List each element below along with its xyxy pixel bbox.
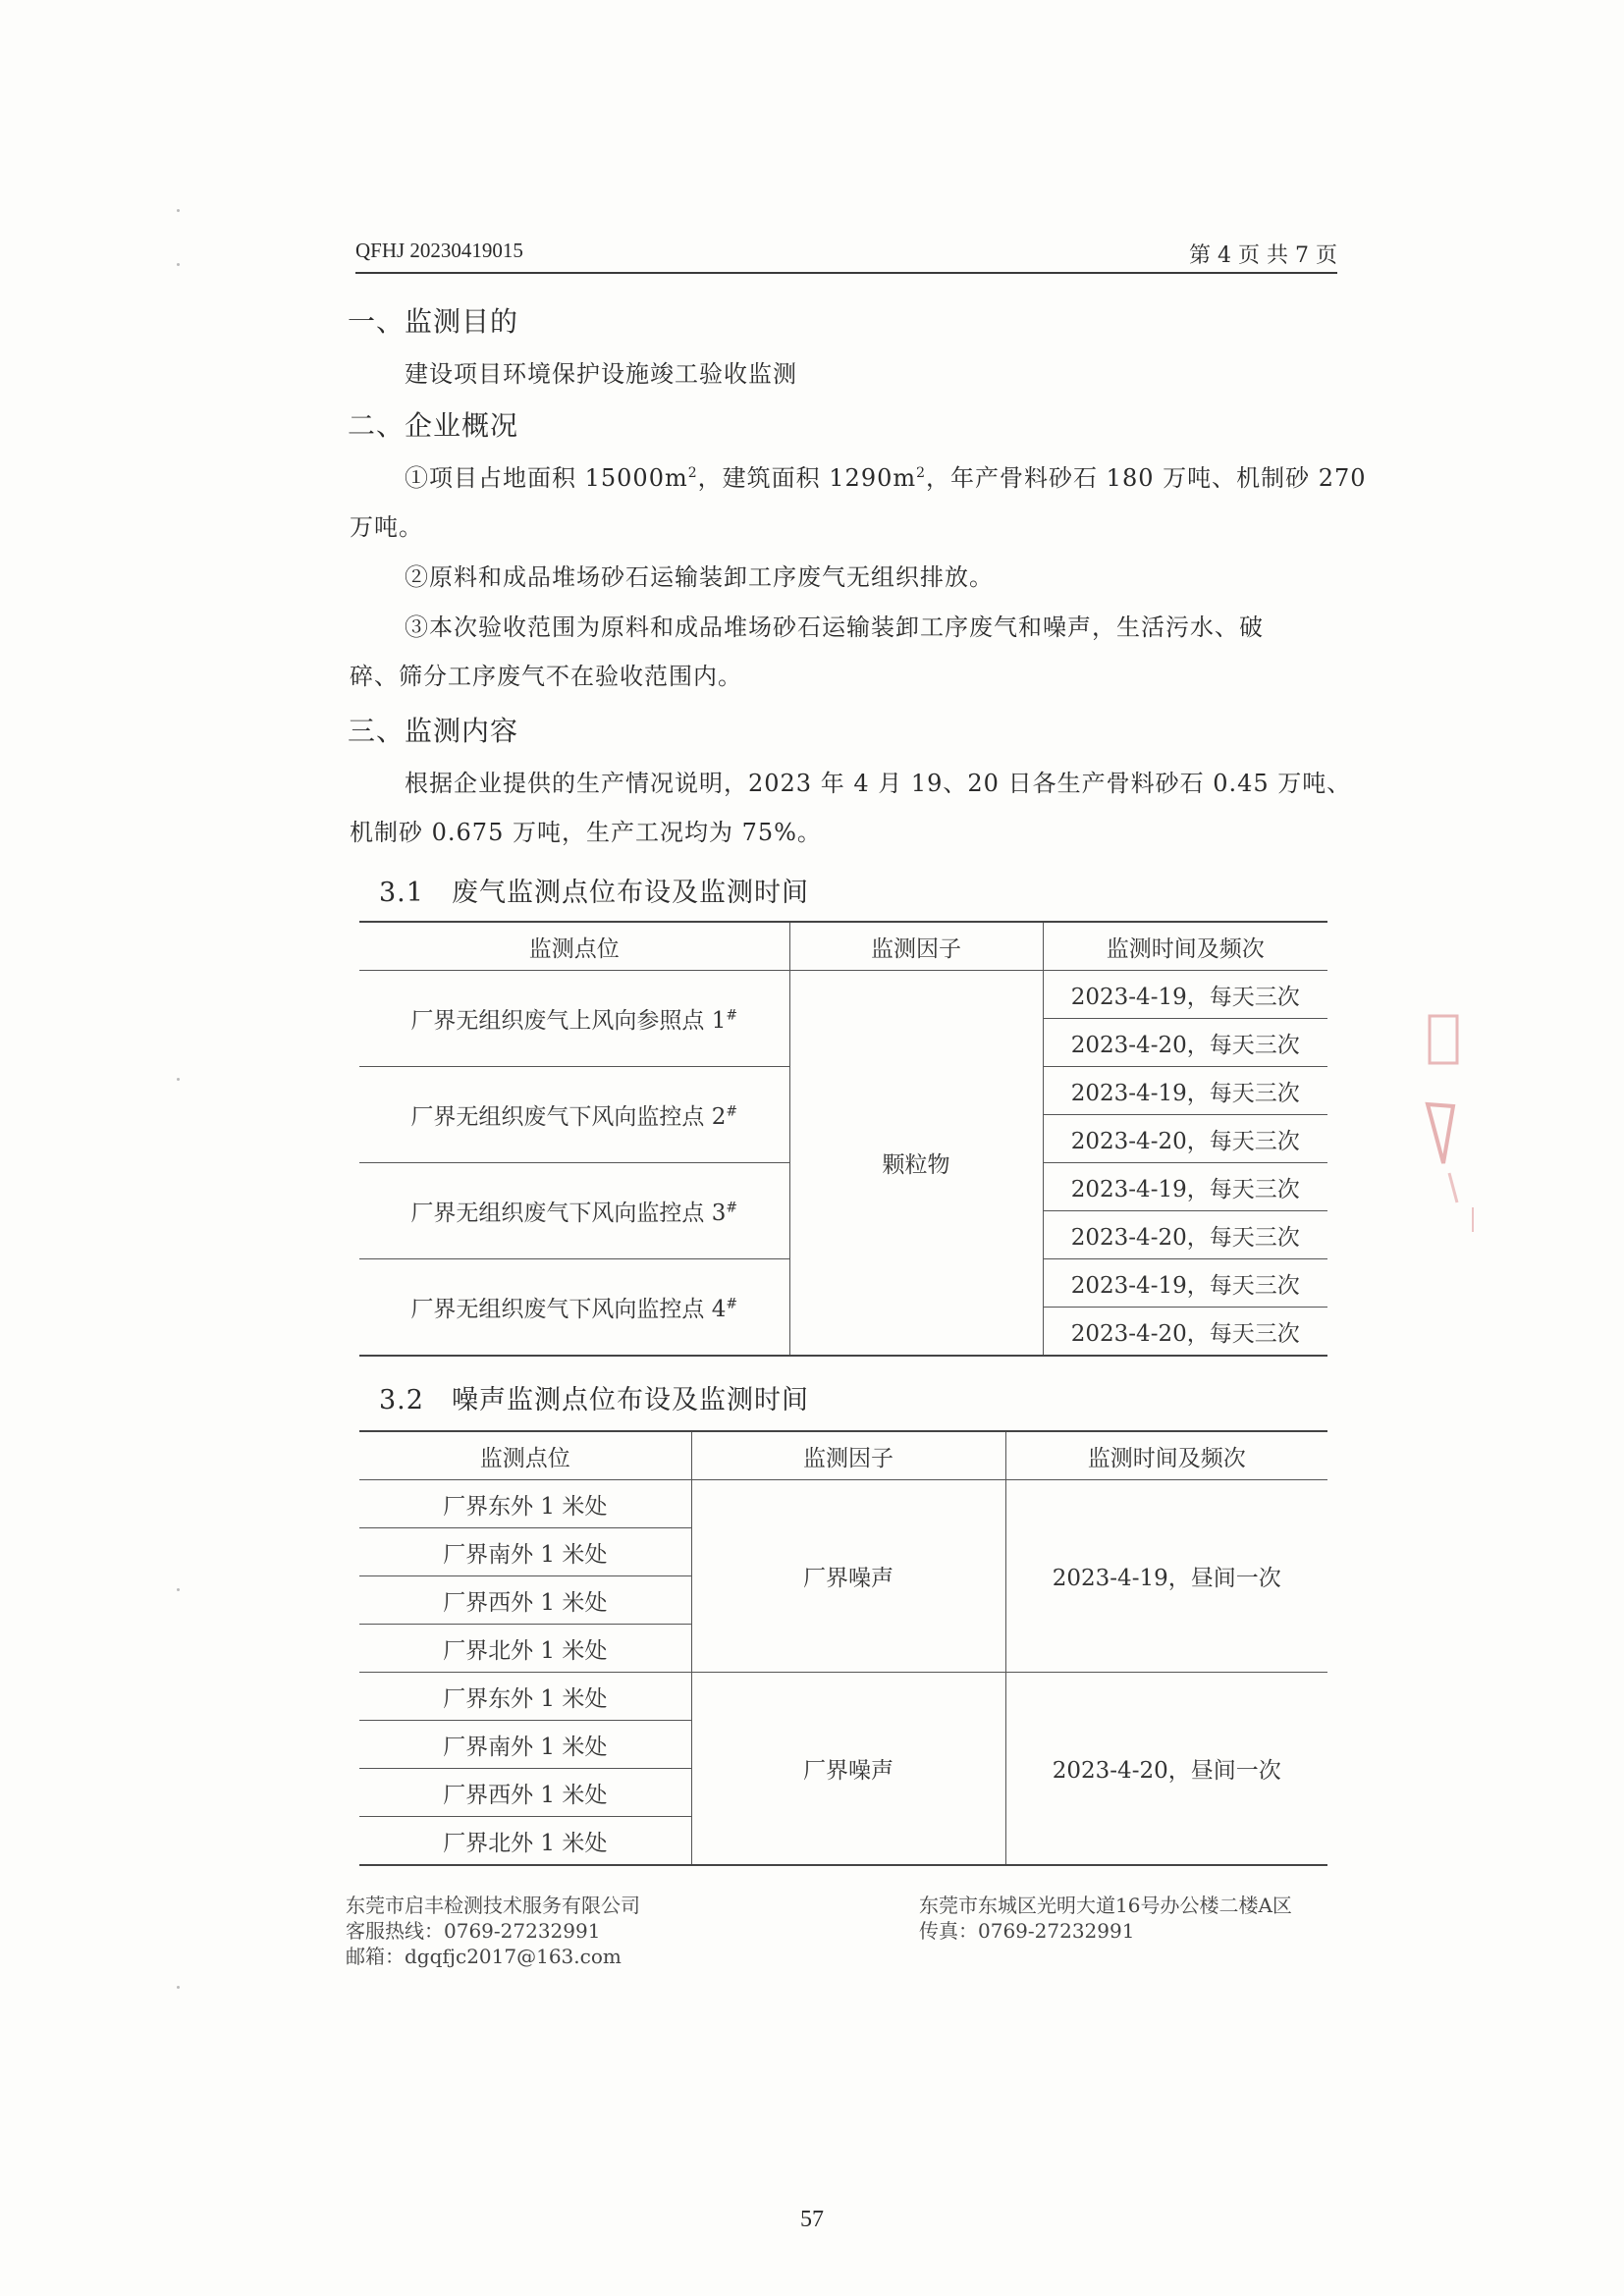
table-header: 监测因子 [789,922,1043,971]
monitoring-factor: 颗粒物 [789,971,1043,1357]
table-header: 监测点位 [359,922,789,971]
monitoring-point: 厂界北外 1 米处 [359,1625,691,1673]
overview-item-1: ①项目占地面积 $15000m^2$，建筑面积 $1290m^2$，年产骨料砂石 180 万吨、机制砂 270 [405,464,1367,492]
monitoring-point: 厂界东外 1 米处 [359,1673,691,1721]
footer-hotline: 客服热线：0769-27232991 [346,1919,601,1943]
monitoring-time: 2023-4-19，每天三次 [1043,971,1327,1019]
table2-caption: 3.2 噪声监测点位布设及监测时间 [379,1385,809,1415]
monitoring-point: 厂界无组织废气上风向参照点 1# [410,1007,738,1034]
monitoring-time: 2023-4-20，昼间一次 [1005,1673,1327,1866]
content-text: 根据企业提供的生产情况说明，2023 年 4 月 19、20 日各生产骨料砂石 0.45 万吨、 [405,770,1352,797]
scan-mark [177,263,180,266]
footer-company: 东莞市启丰检测技术服务有限公司 [346,1894,640,1917]
monitoring-point: 厂界北外 1 米处 [359,1817,691,1866]
table-header: 监测点位 [359,1431,691,1480]
purpose-text: 建设项目环境保护设施竣工验收监测 [405,360,797,388]
air-monitoring-table [359,921,1327,1357]
table1-caption: 3.1 废气监测点位布设及监测时间 [379,878,809,908]
scan-mark [177,1588,180,1591]
monitoring-time: 2023-4-19，每天三次 [1043,1067,1327,1115]
noise-monitoring-table [359,1430,1327,1866]
footer-right [919,1893,1292,1944]
page-header [355,239,1337,274]
table-header: 监测时间及频次 [1043,922,1327,971]
monitoring-point: 厂界西外 1 米处 [359,1769,691,1817]
document-code: QFHJ 20230419015 [355,239,523,262]
table-header: 监测时间及频次 [1005,1431,1327,1480]
monitoring-time: 2023-4-20，每天三次 [1043,1019,1327,1067]
monitoring-time: 2023-4-20，每天三次 [1043,1211,1327,1259]
monitoring-point: 厂界无组织废气下风向监控点 3# [359,1163,789,1259]
monitoring-point: 厂界西外 1 米处 [359,1576,691,1625]
monitoring-point: 厂界南外 1 米处 [359,1528,691,1576]
monitoring-point: 厂界南外 1 米处 [359,1721,691,1769]
content-text-cont: 机制砂 0.675 万吨，生产工况均为 75%。 [350,819,822,846]
page-number: 57 [800,2207,824,2232]
table-header: 监测因子 [691,1431,1005,1480]
monitoring-point: 厂界无组织废气下风向监控点 2# [359,1067,789,1163]
overview-item-3: ③本次验收范围为原料和成品堆场砂石运输装卸工序废气和噪声，生活污水、破 [405,614,1264,641]
monitoring-point: 厂界无组织废气下风向监控点 4# [359,1259,789,1357]
footer-fax: 传真：0769-27232991 [919,1919,1135,1943]
footer-email: 邮箱：dgqfjc2017@163.com [346,1945,622,1968]
monitoring-point: 厂界东外 1 米处 [443,1493,608,1520]
footer-address: 东莞市东城区光明大道16号办公楼二楼A区 [919,1894,1292,1917]
monitoring-factor: 厂界噪声 [691,1673,1005,1866]
monitoring-factor: 厂界噪声 [691,1480,1005,1673]
monitoring-time: 2023-4-20，每天三次 [1043,1115,1327,1163]
section-title-overview: 二、企业概况 [348,409,519,442]
page-indicator: 第 4 页 共 7 页 [1189,243,1337,268]
scan-mark [177,1078,180,1081]
footer-left [346,1893,640,1969]
overview-item-2: ②原料和成品堆场砂石运输装卸工序废气无组织排放。 [405,563,994,591]
section-title-purpose: 一、监测目的 [348,305,519,338]
monitoring-time: 2023-4-19，昼间一次 [1005,1480,1327,1673]
overview-item-1-cont: 万吨。 [350,513,423,541]
monitoring-time: 2023-4-19，每天三次 [1043,1259,1327,1308]
overview-item-3-cont: 碎、筛分工序废气不在验收范围内。 [350,663,742,690]
seal-stamp-remnant [1414,996,1483,1232]
monitoring-time: 2023-4-19，每天三次 [1043,1163,1327,1211]
scan-mark [177,1986,180,1989]
monitoring-time: 2023-4-20，每天三次 [1043,1308,1327,1357]
section-title-content: 三、监测内容 [348,715,519,747]
scan-mark [177,209,180,212]
